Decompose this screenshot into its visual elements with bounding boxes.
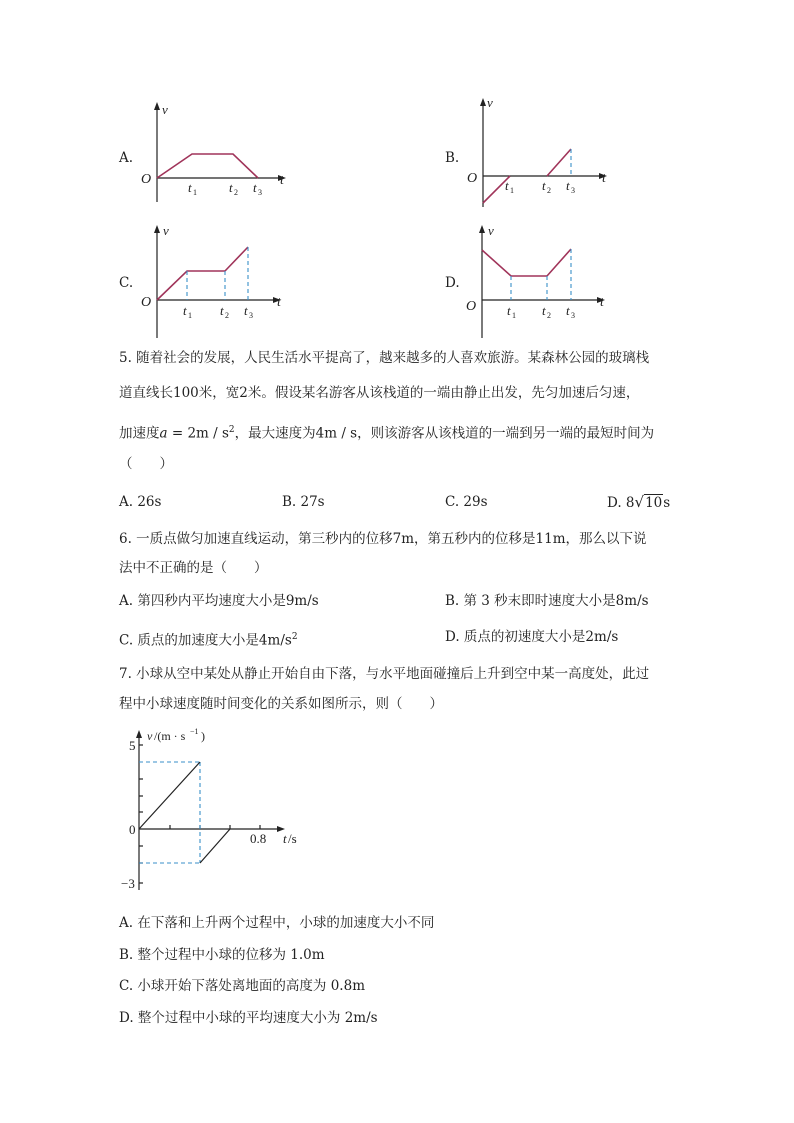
graph-a-t3: t <box>253 180 257 195</box>
graph-b-letter: B. <box>445 150 460 166</box>
q5-option-d-post: s <box>663 495 671 511</box>
graph-c-v-arrow <box>154 225 160 233</box>
graph-b-t3-sub: 3 <box>571 186 575 195</box>
graph-a-v-label: v <box>162 102 168 117</box>
graph-c-t2: t <box>220 303 224 318</box>
q7-option-a[interactable]: A. 在下落和上升两个过程中，小球的加速度大小不同 <box>119 915 435 931</box>
q7-y-label-m3: −3 <box>121 876 135 891</box>
q7-v-arrow <box>136 730 142 738</box>
q7-graph <box>115 722 315 897</box>
graph-d-t-label: t <box>600 295 604 310</box>
q7-line-2: 程中小球速度随时间变化的关系如图所示，则（ ） <box>119 696 443 712</box>
q7-ylabel-v: v <box>147 729 153 743</box>
graph-a-curve <box>157 154 258 178</box>
graph-c-origin: O <box>141 295 152 310</box>
q6-option-a[interactable]: A. 第四秒内平均速度大小是9m/s <box>119 593 319 609</box>
graph-d-t2-sub: 2 <box>547 311 551 320</box>
graph-d-t2: t <box>542 303 546 318</box>
q7-ylabel-exp: −1 <box>190 727 199 736</box>
graph-d-t3: t <box>566 303 570 318</box>
graph-d-curve <box>482 249 571 276</box>
graph-c <box>140 222 300 340</box>
q5-bracket: （ ） <box>119 456 173 472</box>
graph-b-t3: t <box>566 178 570 193</box>
graph-d <box>465 222 625 340</box>
graph-a-origin: O <box>141 172 152 187</box>
graph-c-letter: C. <box>119 275 134 291</box>
q6-line-2: 法中不正确的是（ ） <box>119 560 268 576</box>
graph-b-t1: t <box>505 178 509 193</box>
graph-c-curve <box>157 247 248 300</box>
graph-b-t1-sub: 1 <box>510 186 514 195</box>
sqrt-icon: √ <box>634 493 645 511</box>
graph-b-curve-2 <box>547 149 571 176</box>
q7-ylabel-close: ) <box>201 729 205 743</box>
q5-option-b[interactable]: B. 27s <box>282 494 325 510</box>
graph-a-t1: t <box>188 180 192 195</box>
graph-a-letter: A. <box>119 150 134 166</box>
q5-option-d-radicand: 10 <box>645 495 663 511</box>
graph-b-origin: O <box>467 171 478 186</box>
q5-accel-value: = 2m / s <box>167 425 229 442</box>
graph-c-t3-sub: 3 <box>249 311 253 320</box>
q7-option-c[interactable]: C. 小球开始下落处离地面的高度为 0.8m <box>119 978 365 994</box>
q5-line-3 <box>119 420 654 444</box>
graph-d-t1: t <box>507 303 511 318</box>
graph-c-t3: t <box>244 303 248 318</box>
graph-c-t1-sub: 1 <box>188 311 192 320</box>
graph-d-v-arrow <box>479 225 485 233</box>
q6-option-c[interactable] <box>119 627 298 651</box>
graph-d-t1-sub: 1 <box>512 311 516 320</box>
graph-b-v-arrow <box>480 98 486 106</box>
graph-b-t2: t <box>542 178 546 193</box>
graph-c-t2-sub: 2 <box>225 311 229 320</box>
q7-y-label-0: 0 <box>129 822 136 837</box>
q5-line-3-post: ，最大速度为4m / s，则该游客从该栈道的一端到另一端的最短时间为 <box>234 425 655 442</box>
q5-line-1: 5. 随着社会的发展，人民生活水平提高了，越来越多的人喜欢旅游。某森林公园的玻璃栈 <box>119 350 650 366</box>
q7-xlabel-unit: /s <box>288 831 297 846</box>
graph-a <box>140 100 300 205</box>
graph-a-t2-sub: 2 <box>234 188 238 197</box>
graph-a-t3-sub: 3 <box>258 188 262 197</box>
graph-c-t-label: t <box>277 295 281 310</box>
q5-line-3-pre: 加速度 <box>119 425 160 442</box>
graph-a-t2: t <box>229 180 233 195</box>
graph-b <box>465 95 625 210</box>
q6-option-c-text: C. 质点的加速度大小是4m/s <box>119 632 292 649</box>
graph-c-t1: t <box>183 303 187 318</box>
q7-curve-rise <box>200 829 230 863</box>
graph-b-t-label: t <box>602 171 606 186</box>
q7-line-1: 7. 小球从空中某处从静止开始自由下落，与水平地面碰撞后上升到空中某一高度处，此过 <box>119 666 650 682</box>
graph-a-t1-sub: 1 <box>193 188 197 197</box>
q5-option-c[interactable]: C. 29s <box>445 494 488 510</box>
graph-b-v-label: v <box>487 95 493 110</box>
graph-d-v-label: v <box>488 223 494 238</box>
graph-b-t2-sub: 2 <box>547 186 551 195</box>
q6-option-b[interactable]: B. 第 3 秒末即时速度大小是8m/s <box>445 593 649 609</box>
q5-accel-symbol: a <box>159 425 168 442</box>
q6-line-1: 6. 一质点做匀加速直线运动，第三秒内的位移7m，第五秒内的位移是11m，那么以下说 <box>119 531 647 547</box>
q5-option-d[interactable] <box>607 492 670 513</box>
graph-d-origin: O <box>466 299 477 314</box>
q6-option-d[interactable]: D. 质点的初速度大小是2m/s <box>445 629 619 645</box>
q7-ylabel-unit: /(m · s <box>154 729 186 743</box>
graph-a-t-label: t <box>280 173 284 188</box>
q7-option-b[interactable]: B. 整个过程中小球的位移为 1.0m <box>119 947 325 963</box>
q5-accel-exp: 2 <box>228 425 235 435</box>
graph-d-t3-sub: 3 <box>571 311 575 320</box>
q7-xlabel-t: t <box>283 831 287 846</box>
q5-line-2: 道直线长100米，宽2米。假设某名游客从该栈道的一端由静止出发，先匀加速后匀速， <box>119 385 640 401</box>
q7-option-d[interactable]: D. 整个过程中小球的平均速度大小为 2m/s <box>119 1010 378 1026</box>
graph-d-letter: D. <box>445 275 460 291</box>
q7-y-label-5: 5 <box>129 738 136 753</box>
q6-option-c-exp: 2 <box>291 632 298 642</box>
graph-a-v-arrow <box>154 102 160 110</box>
q7-x-label-08: 0.8 <box>250 831 267 846</box>
q5-option-a[interactable]: A. 26s <box>119 494 162 510</box>
q7-curve-fall <box>139 762 200 829</box>
q5-option-d-pre: D. 8 <box>607 495 635 511</box>
graph-c-v-label: v <box>163 223 169 238</box>
